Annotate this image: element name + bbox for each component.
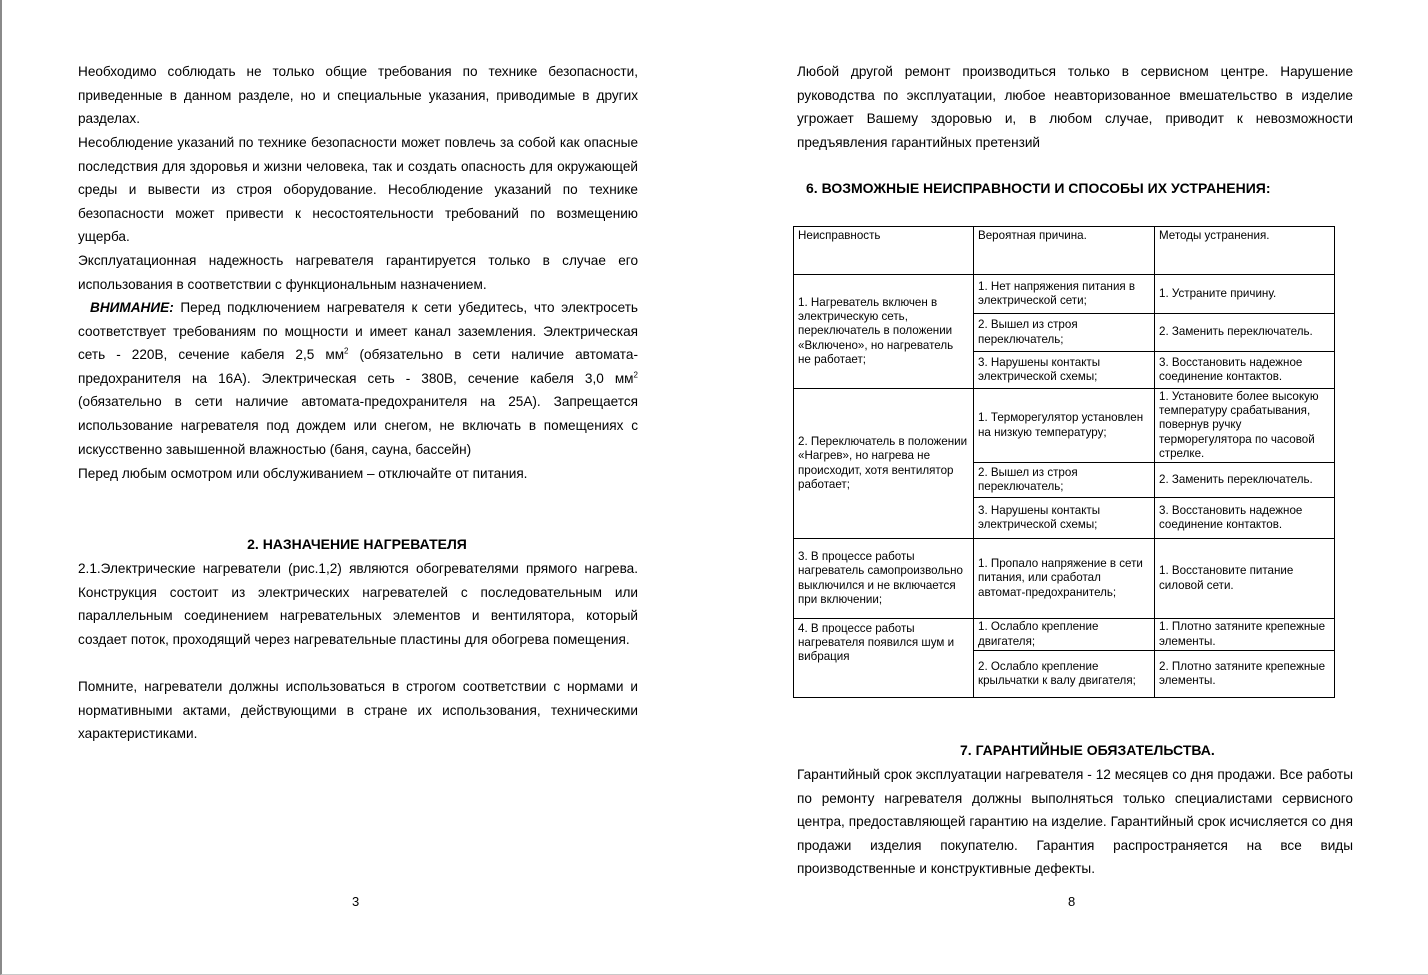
cause-cell: 2. Ослабло крепление крыльчатки к валу двигателя;: [974, 651, 1155, 698]
remedy-cell: 1. Восстановите питание силовой сети.: [1155, 539, 1335, 619]
remedy-cell: 3. Восстановить надежное соединение контактов.: [1155, 352, 1335, 389]
remedy-cell: 2. Заменить переключатель.: [1155, 463, 1335, 498]
repair-warning-paragraph: Любой другой ремонт производиться только в сервисном центре. Нарушение руководства по эксплуатации, любое неавторизованное вмешательство в изделие угрожает Вашему здоровью и, в любом случае, приводит к невозможности предъявления гарантийных претензий: [797, 64, 1353, 150]
safety-general-paragraph: Необходимо соблюдать не только общие требования по технике безопасности, приведенные в данном разделе, но и специальные указания, приводимые в других разделах.: [78, 64, 638, 127]
right-page: [714, 0, 1428, 975]
cause-cell: 3. Нарушены контакты электрической схемы;: [974, 352, 1155, 389]
cause-cell: 1. Терморегулятор установлен на низкую температуру;: [974, 389, 1155, 463]
remedy-cell: 3. Восстановить надежное соединение контактов.: [1155, 498, 1335, 539]
cause-cell: 2. Вышел из строя переключатель;: [974, 463, 1155, 498]
disconnect-power-paragraph: Перед любым осмотром или обслуживанием – отключайте от питания.: [78, 466, 528, 481]
cause-cell: 1. Ослабло крепление двигателя;: [974, 619, 1155, 651]
section-6-title: 6. ВОЗМОЖНЫЕ НЕИСПРАВНОСТИ И СПОСОБЫ ИХ УСТРАНЕНИЯ:: [806, 180, 1271, 196]
fault-cell: 3. В процессе работы нагреватель самопроизвольно выключился и не включается при включении;: [794, 539, 974, 619]
table-row: [794, 619, 1335, 651]
safety-consequences-paragraph: Несоблюдение указаний по технике безопасности может повлечь за собой как опасные последствия для здоровья и жизни человека, так и создать опасность для окружающей среды и вывести из строя оборудование. Несоблюдение указаний по технике безопасности может привести к несостоятельности требований по возмещению ущерба.: [78, 135, 638, 245]
remedy-cell: 1. Плотно затяните крепежные элементы.: [1155, 619, 1335, 651]
fault-table: [793, 226, 1335, 698]
fault-cell: 2. Переключатель в положении «Нагрев», но нагрева не происходит, хотя вентилятор работает;: [794, 389, 974, 539]
table-row: [794, 275, 1335, 314]
cause-cell: 1. Нет напряжения питания в электрической сети;: [974, 275, 1155, 314]
table-header-row: [794, 227, 1335, 275]
attention-text-c: (обязательно в сети наличие автомата-предохранителя на 25А). Запрещается использование нагревателя под дождем или снегом, не включать в помещениях с искусственно завышенной влажностью (баня, сауна, бассейн): [78, 394, 638, 457]
warranty-paragraph: Гарантийный срок эксплуатации нагревателя - 12 месяцев со дня продажи. Все работы по ремонту нагревателя должны выполняться только специалистами сервисного центра, предоставляющей гарантию на изделие. Гарантийный срок исчисляется со дня продажи изделия покупателю. Гарантия распространяется на все виды производственные и конструктивные дефекты.: [797, 767, 1353, 877]
purpose-paragraph: 2.1.Электрические нагреватели (рис.1,2) являются обогревателями прямого нагрева. Конструкция состоит из электрических нагревателей с последовательным или параллельным соединением нагревательных элементов и вентилятора, который создает поток, проходящий через нагревательные пластины для обогрева помещения.: [78, 561, 638, 647]
superscript-b: 2: [633, 370, 638, 380]
cause-cell: 1. Пропало напряжение в сети питания, или сработал автомат-предохранитель;: [974, 539, 1155, 619]
attention-label: ВНИМАНИЕ:: [90, 300, 174, 315]
attention-text-a: Перед подключением нагревателя к сети убедитесь, что электросеть соответствует требованиям по мощности и имеет канал заземления. Электрическая сеть - 220В, сечение кабеля 2,5 мм: [78, 300, 638, 363]
header-cause: Вероятная причина.: [974, 227, 1155, 275]
cause-cell: 3. Нарушены контакты электрической схемы;: [974, 498, 1155, 539]
section-7-title: 7. ГАРАНТИЙНЫЕ ОБЯЗАТЕЛЬСТВА.: [960, 742, 1215, 758]
remedy-cell: 1. Устраните причину.: [1155, 275, 1335, 314]
table-row: [794, 389, 1335, 463]
compliance-paragraph: Помните, нагреватели должны использоваться в строгом соответствии с нормами и нормативными актами, действующими в стране их использования, техническими характеристиками.: [78, 679, 638, 742]
fault-cell: 1. Нагреватель включен в электрическую сеть, переключатель в положении «Включено», но нагреватель не работает;: [794, 275, 974, 389]
fault-cell: 4. В процессе работы нагревателя появился шум и вибрация: [794, 619, 974, 698]
remedy-cell: 2. Плотно затяните крепежные элементы.: [1155, 651, 1335, 698]
page-number-right: 8: [1068, 894, 1076, 909]
header-remedy: Методы устранения.: [1155, 227, 1335, 275]
remedy-cell: 2. Заменить переключатель.: [1155, 314, 1335, 352]
header-fault: Неисправность: [794, 227, 974, 275]
attention-paragraph: [78, 296, 638, 461]
table-row: [794, 539, 1335, 619]
reliability-paragraph: Эксплуатационная надежность нагревателя гарантируется только в случае его использования в соответствии с функциональным назначением.: [78, 253, 638, 292]
superscript-a: 2: [344, 346, 349, 356]
cause-cell: 2. Вышел из строя переключатель;: [974, 314, 1155, 352]
attention-text-b: (обязательно в сети наличие автомата-предохранителя на 16А). Электрическая сеть - 380В, сечение кабеля 3,0 мм: [78, 347, 638, 386]
remedy-cell: 1. Установите более высокую температуру срабатывания, повернув ручку терморегулятора по часовой стрелке.: [1155, 389, 1335, 463]
page-number-left: 3: [352, 894, 360, 909]
section-2-title: 2. НАЗНАЧЕНИЕ НАГРЕВАТЕЛЯ: [247, 536, 467, 552]
